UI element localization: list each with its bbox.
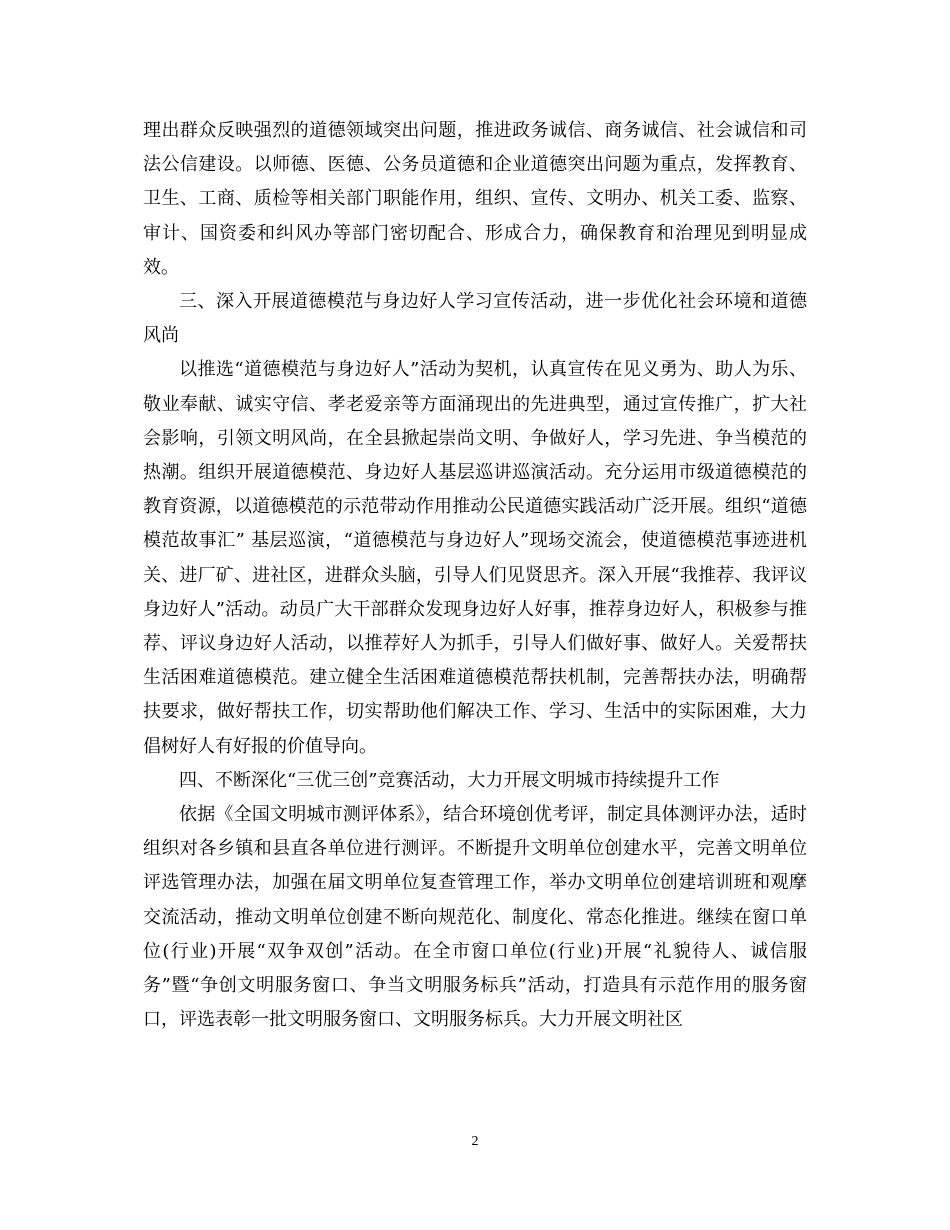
paragraph-civilized-city: 依据《全国文明城市测评体系》，结合环境创优考评，制定具体测评办法，适时组织对各乡镇和县直各单位进行测评。不断提升文明单位创建水平，完善文明单位评选管理办法，加强在届文明单位复查管理工作，举办文明单位创建培训班和观摩交流活动，推动文明单位创建不断向规范化、制度化、常态化推进。继续在窗口单位(行业)开展“双争双创”活动。在全市窗口单位(行业)开展“礼貌待人、诚信服务”暨“争创文明服务窗口、争当文明服务标兵”活动，打造具有示范作用的服务窗口，评选表彰一批文明服务窗口、文明服务标兵。大力开展文明社区 (143, 804, 807, 1031)
document-body (143, 114, 807, 1037)
paragraph-role-models: 以推选“道德模范与身边好人”活动为契机，认真宣传在见义勇为、助人为乐、敬业奉献、诚实守信、孝老爱亲等方面涌现出的先进典型，通过宣传推广，扩大社会影响，引领文明风尚，在全县掀起崇尚文明、争做好人，学习先进、争当模范的热潮。组织开展道德模范、身边好人基层巡讲巡演活动。充分运用市级道德模范的教育资源，以道德模范的示范带动作用推动公民道德实践活动广泛开展。组织“道德模范故事汇” 基层巡演，“道德模范与身边好人”现场交流会，使道德模范事迹进机关、进厂矿、进社区，进群众头脑，引导人们见贤思齐。深入开展“我推荐、我评议身边好人”活动。动员广大干部群众发现身边好人好事，推荐身边好人，积极参与推荐、评议身边好人活动，以推荐好人为抓手，引导人们做好事、做好人。关爱帮扶生活困难道德模范。建立健全生活困难道德模范帮扶机制，完善帮扶办法，明确帮扶要求，做好帮扶工作，切实帮助他们解决工作、学习、生活中的实际困难，大力倡树好人有好报的价值导向。 (143, 359, 807, 757)
section-heading-three: 三、深入开展道德模范与身边好人学习宣传活动，进一步优化社会环境和道德风尚 (143, 291, 807, 347)
paragraph-continuation: 理出群众反映强烈的道德领域突出问题，推进政务诚信、商务诚信、社会诚信和司法公信建设。以师德、医德、公务员道德和企业道德突出问题为重点，发挥教育、卫生、工商、质检等相关部门职能作用，组织、宣传、文明办、机关工委、监察、审计、国资委和纠风办等部门密切配合、形成合力，确保教育和治理见到明显成效。 (143, 120, 807, 278)
page-number: 2 (471, 1134, 479, 1149)
section-heading-four: 四、不断深化“三优三创”竞赛活动，大力开展文明城市持续提升工作 (179, 769, 720, 791)
